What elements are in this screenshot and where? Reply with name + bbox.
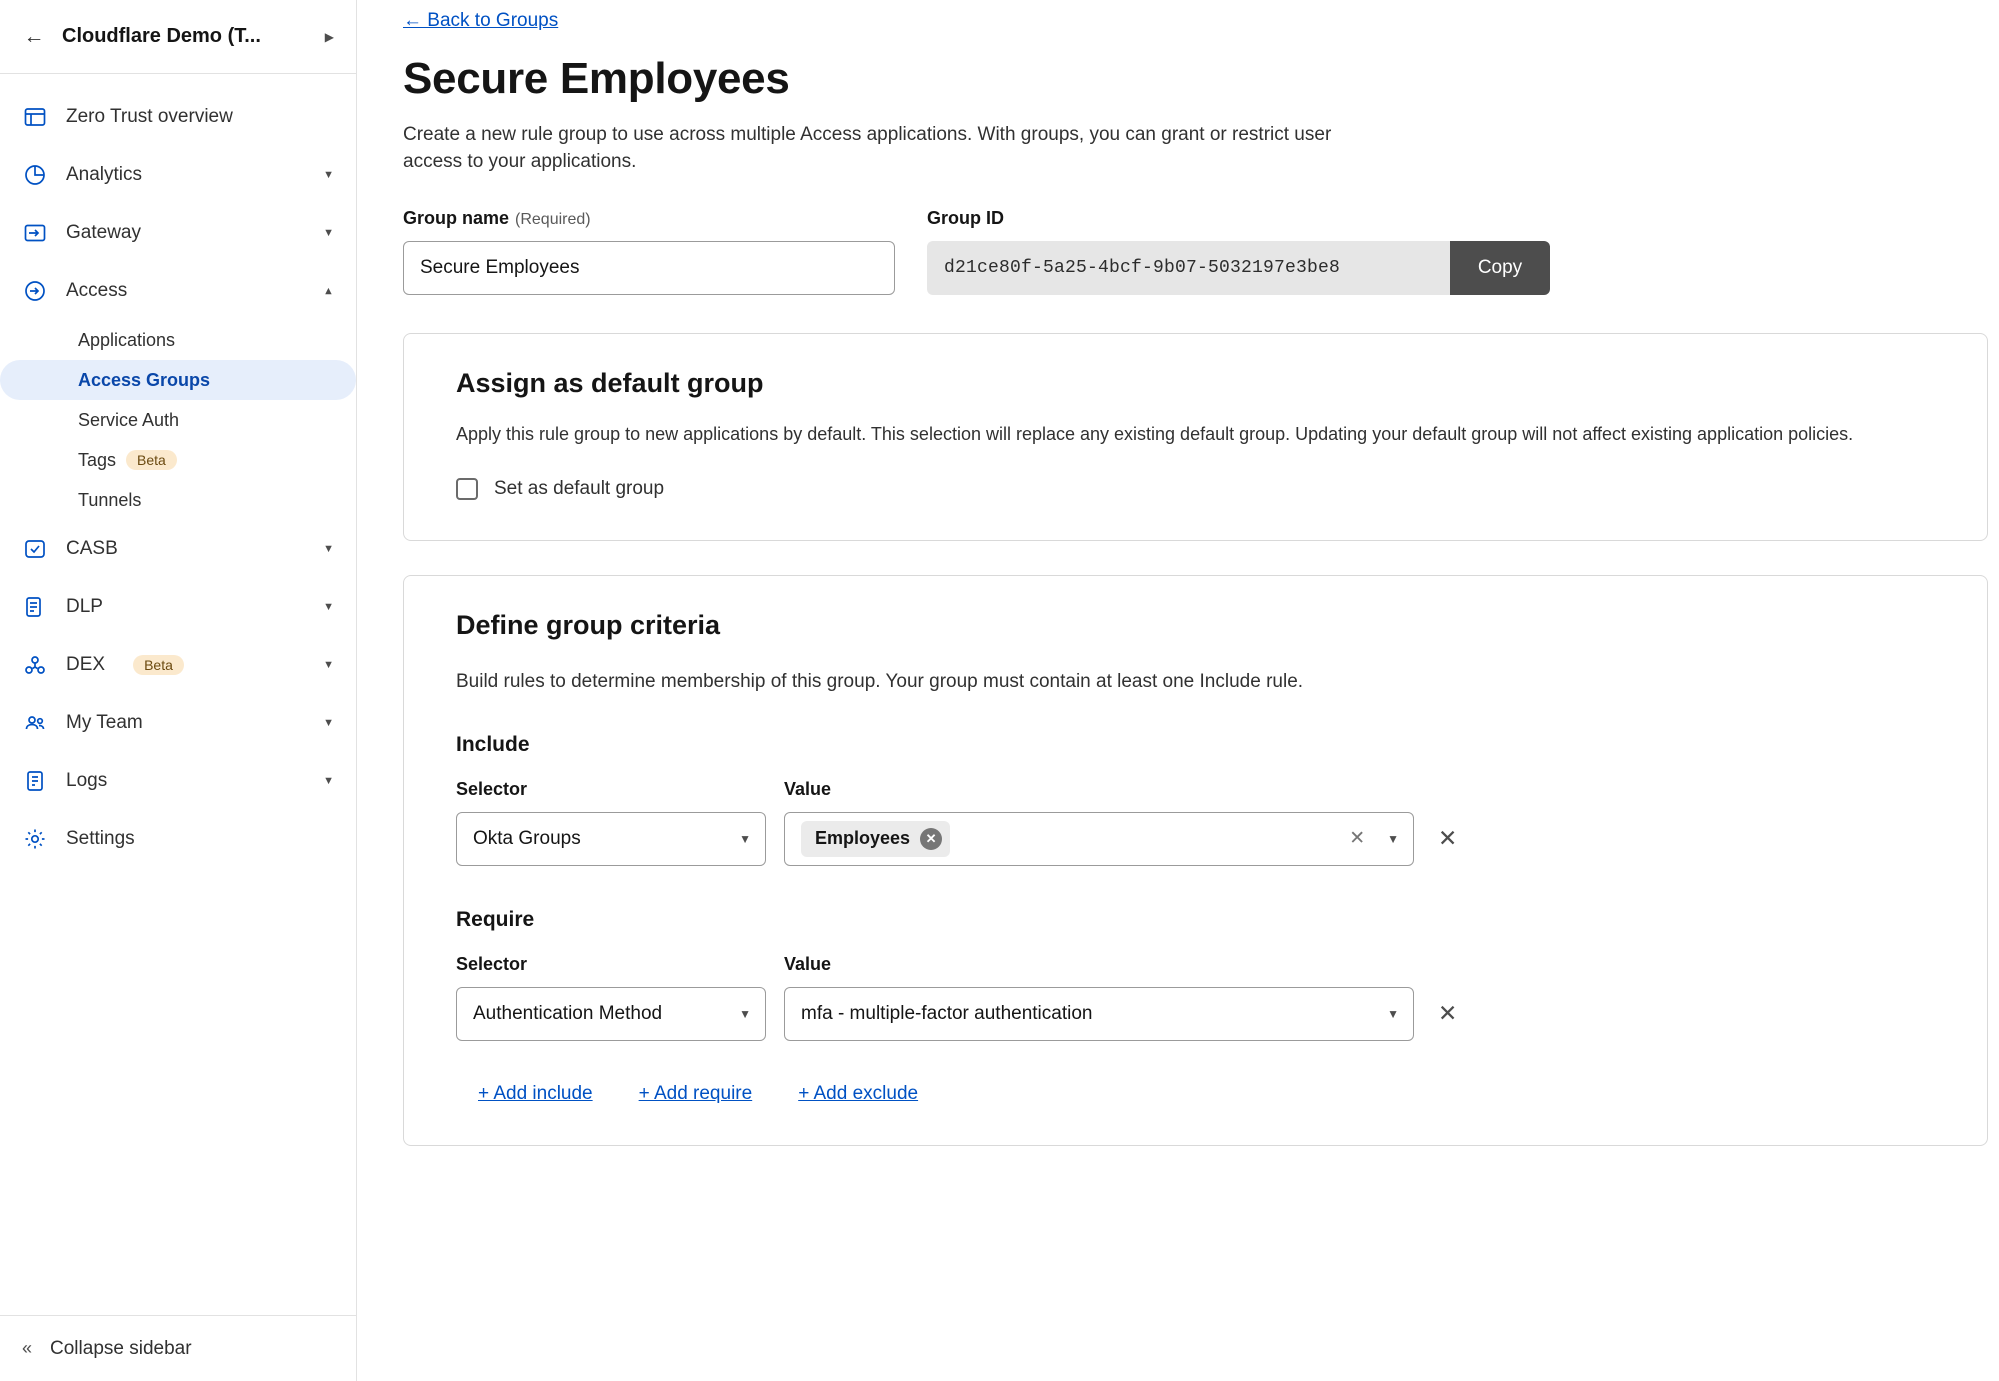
sidebar-item-service-auth[interactable] xyxy=(0,400,356,440)
chevron-down-icon: ▼ xyxy=(739,1006,751,1021)
require-rule-heading: Require xyxy=(456,907,535,931)
chevron-down-icon[interactable]: ▼ xyxy=(323,775,334,787)
required-tag: (Required) xyxy=(515,210,591,228)
group-id-wrapper xyxy=(927,241,1550,295)
sidebar-item-dlp[interactable] xyxy=(0,578,356,636)
sidebar-item-dex[interactable] xyxy=(0,636,356,694)
sidebar-item-gateway[interactable] xyxy=(0,204,356,262)
group-name-label-text: Group name xyxy=(403,207,510,228)
include-value-dropdown[interactable] xyxy=(784,812,1414,866)
page-description: Create a new rule group to use across multiple Access applications. With groups, you can grant or restrict user access to your applications. xyxy=(403,124,1332,172)
sidebar-item-analytics[interactable] xyxy=(0,146,356,204)
group-criteria-description: Build rules to determine membership of this group. Your group must contain at least one Include rule. xyxy=(456,670,1304,692)
sidebar-label: DLP xyxy=(66,596,103,617)
sidebar-nav xyxy=(0,74,356,1315)
group-id-value: d21ce80f-5a25-4bcf-9b07-5032197e3be8 xyxy=(927,241,1450,295)
sidebar-label: Zero Trust overview xyxy=(66,106,233,127)
sidebar-label: Gateway xyxy=(66,222,141,243)
require-selector-dropdown[interactable] xyxy=(456,987,766,1041)
group-criteria-card xyxy=(403,575,1988,1146)
gear-icon xyxy=(22,826,48,852)
account-name: Cloudflare Demo (T... xyxy=(62,25,261,47)
sidebar-label: Logs xyxy=(66,770,108,791)
chevron-down-icon[interactable]: ▼ xyxy=(323,659,334,671)
include-value-label: Value xyxy=(784,778,832,799)
require-selector-value: Authentication Method xyxy=(473,1002,663,1024)
sidebar xyxy=(0,0,357,1381)
include-value-col xyxy=(784,779,1414,866)
set-as-default-group-checkbox[interactable] xyxy=(456,478,478,500)
main-content xyxy=(357,0,1999,1381)
require-value-col xyxy=(784,954,1414,1041)
include-selector-label: Selector xyxy=(456,778,528,799)
access-icon xyxy=(22,278,48,304)
sidebar-sublabel: Access Groups xyxy=(78,369,211,390)
gateway-icon xyxy=(22,220,48,246)
group-criteria-title: Define group criteria xyxy=(456,609,721,640)
chevron-down-icon[interactable]: ▼ xyxy=(323,601,334,613)
sidebar-sublabel: Applications xyxy=(78,329,176,350)
require-value-label: Value xyxy=(784,953,832,974)
arrow-left-icon[interactable]: ← xyxy=(23,24,45,48)
chevrons-left-icon: « xyxy=(22,1338,33,1358)
chevron-down-icon[interactable]: ▼ xyxy=(323,227,334,239)
include-rule-heading: Include xyxy=(456,732,530,756)
dlp-icon xyxy=(22,594,48,620)
sidebar-label: DEX xyxy=(66,654,106,675)
include-selector-value: Okta Groups xyxy=(473,827,581,849)
add-include-link[interactable]: + Add include xyxy=(478,1082,593,1104)
sidebar-label: My Team xyxy=(66,712,143,733)
add-require-link[interactable]: + Add require xyxy=(638,1082,753,1104)
dex-icon xyxy=(22,652,48,678)
group-id-label: Group ID xyxy=(927,207,1004,228)
sidebar-sublabel: Tunnels xyxy=(78,489,142,510)
require-selector-col xyxy=(456,954,766,1041)
sidebar-item-logs[interactable] xyxy=(0,752,356,810)
set-as-default-group-label[interactable]: Set as default group xyxy=(494,477,665,499)
sidebar-item-access[interactable] xyxy=(0,262,356,320)
default-group-checkbox-row xyxy=(456,478,1935,500)
beta-badge: Beta xyxy=(126,450,177,470)
analytics-icon xyxy=(22,162,48,188)
chevron-down-icon: ▼ xyxy=(1387,1006,1399,1021)
default-group-description: Apply this rule group to new applications by default. This selection will replace any existing default group. Updating your default group will not affect existing application policies. xyxy=(456,423,1854,444)
clear-value-icon[interactable]: ✕ xyxy=(1349,828,1366,850)
sidebar-item-tunnels[interactable] xyxy=(0,480,356,520)
back-to-groups-link[interactable]: ← Back to Groups xyxy=(403,10,559,31)
sidebar-item-settings[interactable] xyxy=(0,810,356,868)
group-name-label xyxy=(403,208,895,229)
require-selector-label: Selector xyxy=(456,953,528,974)
default-group-title: Assign as default group xyxy=(456,367,764,398)
group-id-field xyxy=(927,208,1550,295)
sidebar-header xyxy=(0,0,356,74)
casb-icon xyxy=(22,536,48,562)
sidebar-item-applications[interactable] xyxy=(0,320,356,360)
require-value-value: mfa - multiple-factor authentication xyxy=(801,1002,1093,1024)
chevron-down-icon: ▼ xyxy=(739,831,751,846)
collapse-sidebar-label: Collapse sidebar xyxy=(50,1337,192,1359)
group-name-field xyxy=(403,208,895,295)
group-name-input[interactable] xyxy=(403,241,895,295)
include-value-chips xyxy=(801,821,1349,857)
add-exclude-link[interactable]: + Add exclude xyxy=(798,1082,919,1104)
require-value-dropdown[interactable] xyxy=(784,987,1414,1041)
sidebar-label: Settings xyxy=(66,828,135,849)
sidebar-label: Access xyxy=(66,280,128,301)
sidebar-item-my-team[interactable] xyxy=(0,694,356,752)
remove-require-rule-icon[interactable]: ✕ xyxy=(1438,999,1458,1026)
sidebar-item-zero-trust-overview[interactable] xyxy=(0,88,356,146)
chevron-down-icon[interactable]: ▼ xyxy=(323,543,334,555)
copy-group-id-button[interactable]: Copy xyxy=(1450,241,1550,295)
beta-badge: Beta xyxy=(133,655,184,675)
sidebar-label: CASB xyxy=(66,538,118,559)
value-chip xyxy=(801,821,950,857)
chevron-up-icon[interactable]: ▼ xyxy=(323,285,334,297)
group-identity-row xyxy=(403,208,1999,295)
chevron-down-icon[interactable]: ▼ xyxy=(323,717,334,729)
chevron-down-icon[interactable]: ▼ xyxy=(323,169,334,181)
logs-icon xyxy=(22,768,48,794)
include-selector-dropdown[interactable] xyxy=(456,812,766,866)
value-chip-label: Employees xyxy=(815,828,911,849)
add-rule-links xyxy=(456,1083,1935,1105)
sidebar-item-casb[interactable] xyxy=(0,520,356,578)
sidebar-item-tags[interactable] xyxy=(0,440,356,480)
team-icon xyxy=(22,710,48,736)
sidebar-sublabel: Tags xyxy=(78,449,117,470)
dashboard-icon xyxy=(22,104,48,130)
chip-remove-icon[interactable]: ✕ xyxy=(920,828,942,850)
collapse-sidebar-button[interactable] xyxy=(0,1315,356,1381)
include-rule-row xyxy=(456,779,1935,866)
remove-include-rule-icon[interactable]: ✕ xyxy=(1438,824,1458,851)
include-selector-col xyxy=(456,779,766,866)
sidebar-label: Analytics xyxy=(66,164,143,185)
default-group-card xyxy=(403,333,1988,541)
chevron-right-icon[interactable]: ▶ xyxy=(324,29,334,44)
sidebar-item-access-groups[interactable] xyxy=(0,360,356,400)
chevron-down-icon: ▼ xyxy=(1387,831,1399,846)
require-rule-row xyxy=(456,954,1935,1041)
sidebar-sublabel: Service Auth xyxy=(78,409,180,430)
page-title: Secure Employees xyxy=(403,54,790,103)
